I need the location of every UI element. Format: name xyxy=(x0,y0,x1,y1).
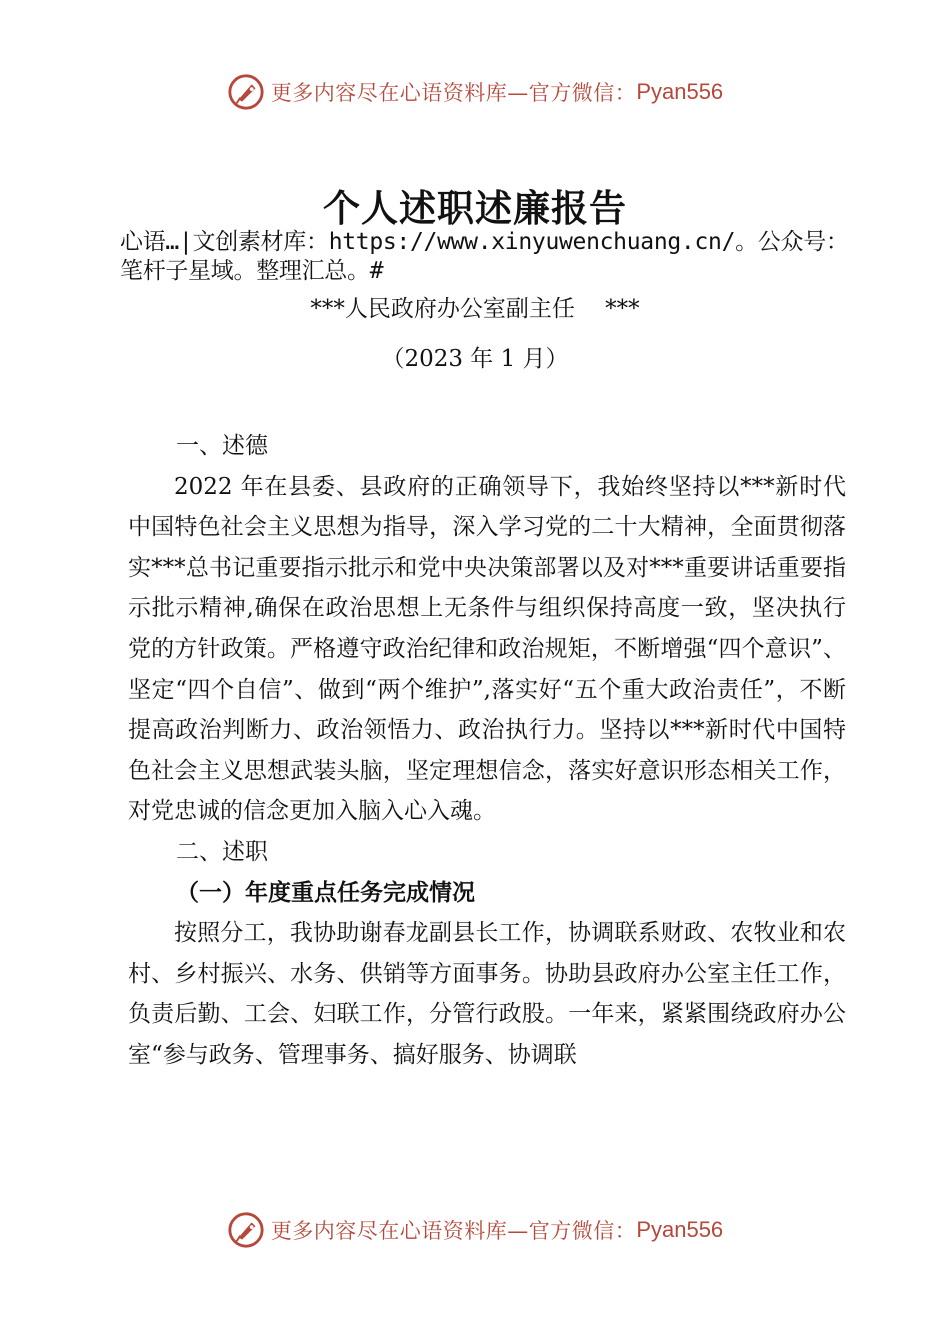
pen-nib-seal-icon xyxy=(227,1211,265,1249)
pen-nib-seal-icon xyxy=(227,73,265,111)
section-heading-2: 二、述职 xyxy=(176,838,268,865)
date-line: （2023 年 1 月） xyxy=(381,346,569,372)
author-line: ***人民政府办公室副主任 *** xyxy=(310,296,640,322)
footer-banner xyxy=(0,1208,950,1252)
section-heading-1: 一、述德 xyxy=(176,433,268,459)
banner-text: 更多内容尽在心语资料库—官方微信： xyxy=(270,81,637,105)
section-2-paragraph: 按照分工，我协助谢春龙副县长工作，协调联系财政、农牧业和农村、乡村振兴、水务、供销等方面事务。协助县政府办公室主任工作，负责后勤、工会、妇联工作，分管行政股。一年来，紧紧围绕政府办公室“参与政务、管理事务、搞好服务、协调联 xyxy=(128,920,846,1068)
header-banner xyxy=(0,70,950,114)
section-1-paragraph: 2022 年在县委、县政府的正确领导下，我始终坚持以***新时代中国特色社会主义思想为指导，深入学习党的二十大精神，全面贯彻落实***总书记重要指示批示和党中央决策部署以及对***重要讲话重要指示批示精神,确保在政治思想上无条件与组织保持高度一致，坚决执行党的方针政策。严格遵守政治纪律和政治规矩，不断增强“四个意识”、坚定“四个自信”、做到“两个维护”,落实好“五个重大政治责任”，不断提高政治判断力、政治领悟力、政治执行力。坚持以***新时代中国特色社会主义思想武装头脑，坚定理想信念，落实好意识形态相关工作，对党忠诚的信念更加入脑入心入魂。 xyxy=(128,473,846,825)
banner-contact: Pyan556 xyxy=(636,79,724,104)
banner-text: 更多内容尽在心语资料库—官方微信： xyxy=(270,1219,637,1243)
document-body xyxy=(128,426,846,1076)
source-note: 心语…|文创素材库：https://www.xinyuwenchuang.cn/。公众号：笔杆子星域。整理汇总。# xyxy=(120,229,849,284)
page-title: 个人述职述廉报告 xyxy=(323,186,627,230)
subsection-heading: （一）年度重点任务完成情况 xyxy=(176,879,475,906)
banner-contact: Pyan556 xyxy=(636,1217,724,1242)
